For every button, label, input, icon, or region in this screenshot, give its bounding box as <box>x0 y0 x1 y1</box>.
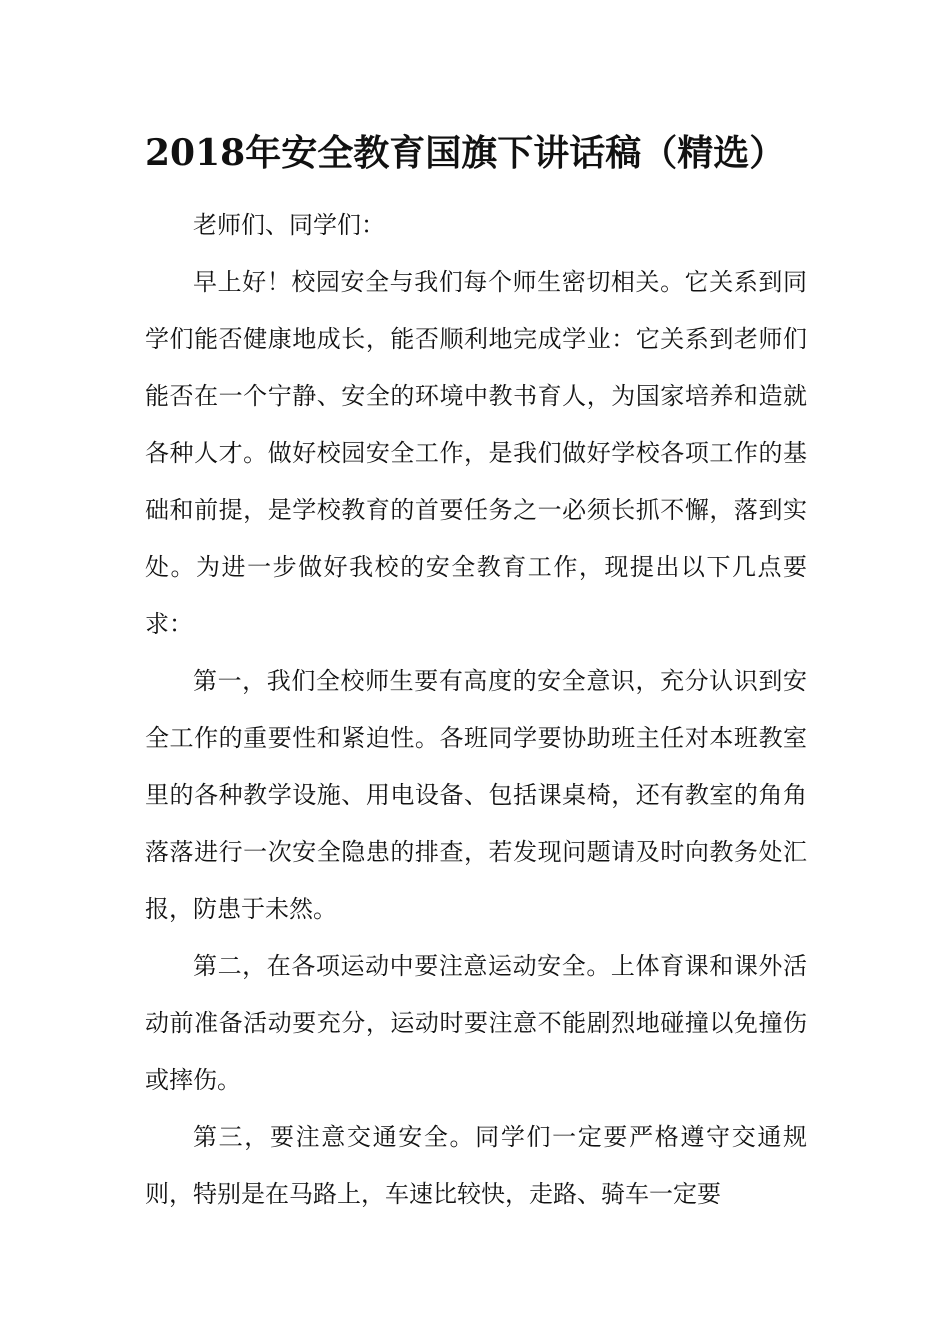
document-body <box>145 197 807 1223</box>
intro-paragraph: 早上好！校园安全与我们每个师生密切相关。它关系到同学们能否健康地成长，能否顺利地完成学业：它关系到老师们能否在一个宁静、安全的环境中教书育人，为国家培养和造就各种人才。做好校园安全工作，是我们做好学校各项工作的基础和前提，是学校教育的首要任务之一必须长抓不懈，落到实处。为进一步做好我校的安全教育工作，现提出以下几点要求： <box>145 268 807 638</box>
point-one-paragraph: 第一，我们全校师生要有高度的安全意识，充分认识到安全工作的重要性和紧迫性。各班同学要协助班主任对本班教室里的各种教学设施、用电设备、包括课桌椅，还有教室的角角落落进行一次安全隐患的排查，若发现问题请及时向教务处汇报，防患于未然。 <box>145 667 807 923</box>
point-two-paragraph: 第二，在各项运动中要注意运动安全。上体育课和课外活动前准备活动要充分，运动时要注意不能剧烈地碰撞以免撞伤或摔伤。 <box>145 952 807 1094</box>
point-three-paragraph: 第三，要注意交通安全。同学们一定要严格遵守交通规则，特别是在马路上，车速比较快，走路、骑车一定要 <box>145 1123 807 1208</box>
document-title: 2018年安全教育国旗下讲话稿（精选） <box>145 132 786 174</box>
salutation-paragraph: 老师们、同学们： <box>193 211 385 239</box>
